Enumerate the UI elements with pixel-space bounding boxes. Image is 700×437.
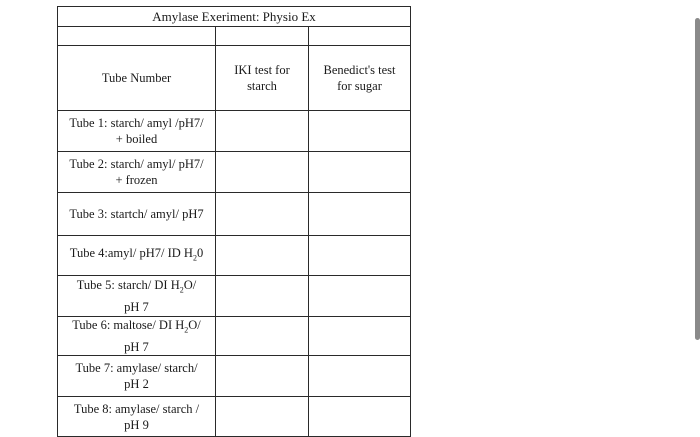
blank-cell — [216, 27, 309, 45]
vertical-scrollbar[interactable] — [695, 18, 700, 340]
iki-test-header — [216, 46, 309, 110]
tube-label-line2: + boiled — [115, 132, 158, 146]
table-title: Amylase Exeriment: Physio Ex — [58, 7, 410, 27]
benedict-result-cell[interactable] — [309, 276, 410, 316]
tube-label-line1 — [72, 317, 201, 339]
benedict-header-line1: Benedict's test — [323, 63, 396, 77]
tube-label-line2: pH 7 — [124, 339, 149, 354]
tube-label-line2: pH 7 — [124, 299, 149, 314]
iki-result-cell[interactable] — [216, 152, 309, 192]
header-row — [58, 46, 410, 111]
tube-label-line1 — [77, 277, 197, 299]
table-row — [58, 236, 410, 276]
blank-cell — [58, 27, 216, 45]
iki-header-line1: IKI test for — [234, 63, 290, 77]
tube-label-text-end: 0 — [196, 245, 204, 260]
iki-result-cell[interactable] — [216, 317, 309, 355]
tube-label-line1: Tube 8: amylase/ starch / — [73, 401, 200, 416]
table-row — [58, 193, 410, 236]
iki-header-line2: starch — [247, 79, 277, 93]
benedict-result-cell[interactable] — [309, 236, 410, 275]
subscript: 2 — [179, 285, 184, 295]
tube-label-line1: Tube 3: startch/ amyl/ pH7 — [69, 207, 204, 221]
table-row — [58, 317, 410, 356]
tube-label-text: Tube 5: starch/ DI H — [76, 278, 180, 293]
tube-number-header: Tube Number — [58, 46, 216, 110]
tube-label — [58, 111, 216, 151]
blank-cell — [309, 27, 410, 45]
benedict-result-cell[interactable] — [309, 356, 410, 396]
tube-label-line2: pH 2 — [124, 377, 149, 391]
iki-result-cell[interactable] — [216, 397, 309, 436]
tube-label — [58, 356, 216, 396]
benedict-result-cell[interactable] — [309, 193, 410, 235]
table-row — [58, 276, 410, 317]
tube-label-line1 — [70, 245, 203, 267]
benedict-result-cell[interactable] — [309, 317, 410, 355]
tube-label — [58, 317, 216, 355]
tube-label — [58, 193, 216, 235]
benedict-result-cell[interactable] — [309, 111, 410, 151]
table-row — [58, 356, 410, 397]
table-row — [58, 152, 410, 193]
tube-label-line1: Tube 1: starch/ amyl /pH7/ — [69, 116, 204, 130]
tube-label-line2: pH 9 — [124, 417, 149, 432]
iki-result-cell[interactable] — [216, 193, 309, 235]
benedict-result-cell[interactable] — [309, 152, 410, 192]
iki-result-cell[interactable] — [216, 356, 309, 396]
amylase-experiment-table — [57, 6, 411, 437]
tube-label — [58, 276, 216, 316]
tube-label — [58, 152, 216, 192]
tube-label-line1: Tube 2: starch/ amyl/ pH7/ — [69, 157, 204, 171]
iki-result-cell[interactable] — [216, 111, 309, 151]
blank-row — [58, 27, 410, 46]
tube-label-text-end: O/ — [183, 278, 197, 293]
table-row — [58, 397, 410, 436]
table-row — [58, 111, 410, 152]
iki-result-cell[interactable] — [216, 236, 309, 275]
tube-label-text: Tube 4:amyl/ pH7/ ID H — [69, 245, 193, 260]
tube-label-line1: Tube 7: amylase/ starch/ — [75, 361, 198, 375]
tube-label — [58, 236, 216, 275]
tube-label-text: Tube 6: maltose/ DI H — [72, 318, 185, 333]
benedict-header-line2: for sugar — [337, 79, 382, 93]
subscript: 2 — [192, 253, 197, 263]
benedict-result-cell[interactable] — [309, 397, 410, 436]
tube-label — [58, 397, 216, 436]
benedict-test-header — [309, 46, 410, 110]
iki-result-cell[interactable] — [216, 276, 309, 316]
subscript: 2 — [184, 325, 189, 335]
tube-label-text-end: O/ — [188, 318, 201, 333]
tube-label-line2: + frozen — [115, 173, 158, 187]
